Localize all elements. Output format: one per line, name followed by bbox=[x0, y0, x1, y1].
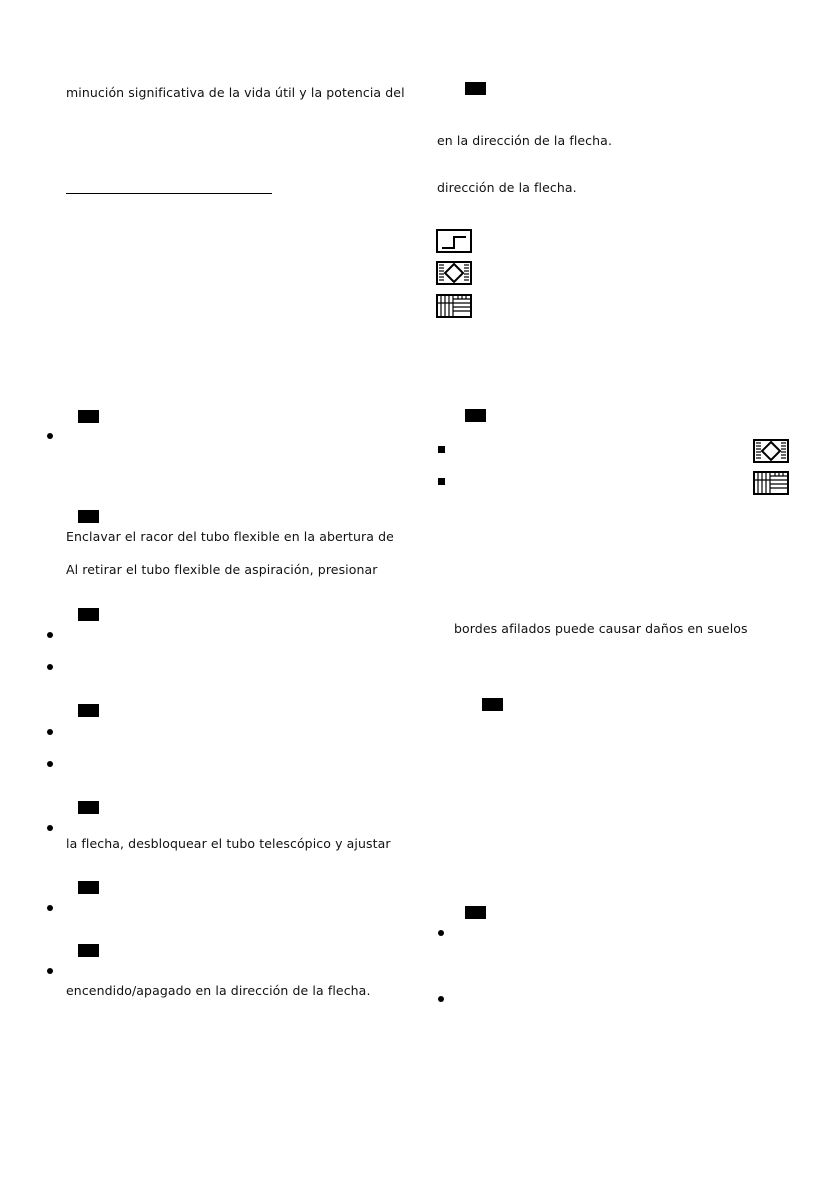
right-text-line-3: bordes afilados puede causar daños en suelos bbox=[454, 621, 748, 636]
step-figure-marker bbox=[78, 801, 99, 814]
right-text-line-2: dirección de la flecha. bbox=[437, 180, 577, 195]
parquet-icon bbox=[436, 294, 472, 318]
bullet bbox=[47, 664, 53, 670]
left-text-line-5: encendido/apagado en la dirección de la flecha. bbox=[66, 983, 371, 998]
right-text-line-1: en la dirección de la flecha. bbox=[437, 133, 613, 148]
parquet-icon bbox=[753, 471, 789, 495]
step-figure-marker bbox=[78, 510, 99, 523]
bullet bbox=[47, 905, 53, 911]
hard-floor-icon bbox=[436, 229, 472, 253]
carpet-icon bbox=[436, 261, 472, 285]
step-figure-marker bbox=[78, 944, 99, 957]
square-bullet bbox=[438, 478, 445, 485]
step-figure-marker bbox=[465, 906, 486, 919]
bullet bbox=[47, 761, 53, 767]
step-figure-marker bbox=[78, 608, 99, 621]
bullet bbox=[47, 825, 53, 831]
bullet bbox=[438, 930, 444, 936]
left-text-line-3: Al retirar el tubo flexible de aspiración, presionar bbox=[66, 562, 378, 577]
bullet bbox=[438, 996, 444, 1002]
section-rule bbox=[66, 193, 272, 194]
step-figure-marker bbox=[465, 82, 486, 95]
step-figure-marker bbox=[78, 410, 99, 423]
step-figure-marker bbox=[482, 698, 503, 711]
carpet-icon bbox=[753, 439, 789, 463]
bullet bbox=[47, 968, 53, 974]
bullet bbox=[47, 729, 53, 735]
left-text-line-4: la flecha, desbloquear el tubo telescópico y ajustar bbox=[66, 836, 391, 851]
left-text-line-1: minución significativa de la vida útil y la potencia del bbox=[66, 85, 405, 100]
step-figure-marker bbox=[78, 704, 99, 717]
step-figure-marker bbox=[465, 409, 486, 422]
bullet bbox=[47, 632, 53, 638]
square-bullet bbox=[438, 446, 445, 453]
bullet bbox=[47, 433, 53, 439]
left-text-line-2: Enclavar el racor del tubo flexible en la abertura de bbox=[66, 529, 394, 544]
step-figure-marker bbox=[78, 881, 99, 894]
